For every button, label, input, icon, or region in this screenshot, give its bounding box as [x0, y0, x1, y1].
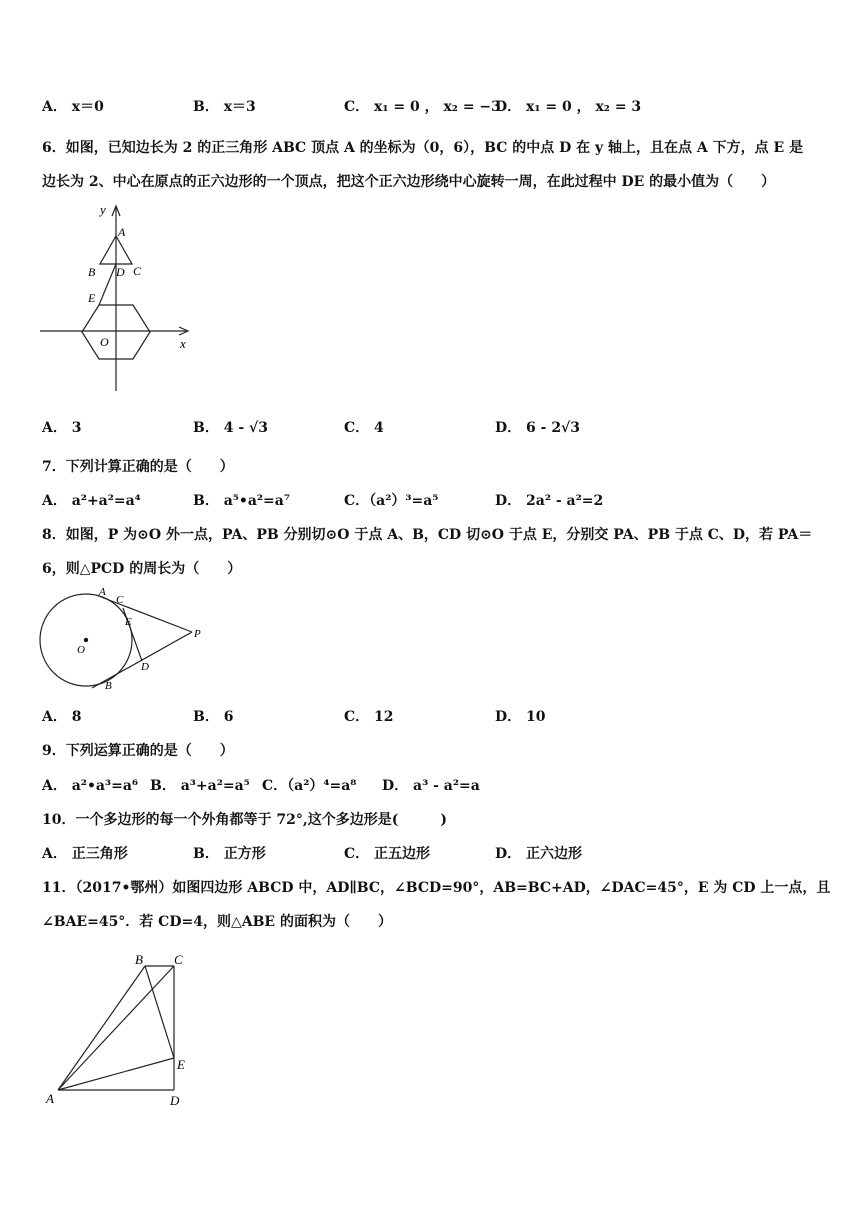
q8-option-d: D． 10 — [495, 709, 546, 725]
q10-option-a: A． 正三角形 — [42, 846, 128, 862]
q11-label-e: E — [177, 1057, 185, 1072]
q6-figure — [36, 196, 206, 396]
q11-diagonal-ac — [58, 966, 174, 1090]
q9-stem: 9．下列运算正确的是（ ） — [42, 743, 234, 759]
q6-label-a: A — [118, 225, 126, 239]
q7-option-d: D． 2a² - a²=2 — [495, 493, 604, 509]
q6-label-y: y — [100, 202, 106, 217]
q10-option-d: D． 正六边形 — [495, 846, 583, 862]
q5-option-c: C． x₁ = 0 ， x₂ = −3 — [344, 99, 501, 115]
q11-label-b: B — [135, 952, 143, 967]
q6-label-d: D — [116, 265, 125, 279]
q8-stem-line1: 8．如图，P 为⊙O 外一点，PA、PB 分别切⊙O 于点 A、B，CD 切⊙O 于点 E，分别交 PA、PB 于点 C、D，若 PA＝ — [42, 527, 813, 543]
q8-label-p: P — [194, 628, 201, 640]
q7-option-b: B． a⁵•a²=a⁷ — [193, 493, 290, 509]
q5-option-a: A． x＝0 — [42, 99, 104, 115]
q8-label-a: A — [99, 586, 106, 598]
q8-option-a: A． 8 — [42, 709, 82, 725]
q6-segment-de — [99, 264, 116, 305]
q5-option-b: B． x＝3 — [193, 99, 256, 115]
q6-option-b: B． 4 - √3 — [193, 420, 268, 436]
q6-label-c: C — [133, 264, 142, 278]
q9-option-c: C．（a²）⁴=a⁸ — [262, 778, 357, 794]
q6-label-o: O — [100, 335, 109, 349]
q11-label-d: D — [170, 1093, 180, 1108]
q11-label-c: C — [174, 952, 183, 967]
q8-label-o: O — [77, 644, 85, 656]
q8-figure — [36, 582, 216, 700]
q8-label-c: C — [116, 594, 124, 606]
q11-side-ab — [58, 966, 145, 1090]
q11-segment-be — [145, 966, 174, 1058]
q11-stem-line1: 11．（2017•鄂州）如图四边形 ABCD 中，AD∥BC，∠BCD=90°，AB=BC+AD，∠DAC=45°，E 为 CD 上一点，且 — [42, 880, 831, 896]
q8-tangent-pa — [96, 595, 192, 632]
q11-figure — [40, 948, 200, 1110]
q6-label-x: x — [180, 336, 186, 351]
q10-option-c: C． 正五边形 — [344, 846, 431, 862]
q8-label-b: B — [105, 680, 112, 692]
q6-option-a: A． 3 — [42, 420, 82, 436]
q6-label-b: B — [88, 265, 96, 279]
q7-option-a: A． a²+a²=a⁴ — [42, 493, 141, 509]
q11-label-a: A — [46, 1091, 54, 1106]
q8-option-c: C． 12 — [344, 709, 394, 725]
q7-stem: 7．下列计算正确的是（ ） — [42, 459, 234, 475]
q6-stem-line1: 6．如图，已知边长为 2 的正三角形 ABC 顶点 A 的坐标为（0，6），BC 的中点 D 在 y 轴上，且在点 A 下方，点 E 是 — [42, 140, 804, 156]
q9-option-a: A． a²•a³=a⁶ — [42, 778, 139, 794]
q6-label-e: E — [88, 291, 96, 305]
q8-stem-line2: 6，则△PCD 的周长为（ ） — [42, 561, 242, 577]
q6-option-c: C． 4 — [344, 420, 384, 436]
q8-label-d: D — [141, 661, 149, 673]
q9-option-d: D． a³ - a²=a — [382, 778, 480, 794]
q10-option-b: B． 正方形 — [193, 846, 266, 862]
q8-center-dot — [84, 638, 88, 642]
q11-stem-line2: ∠BAE=45°．若 CD=4，则△ABE 的面积为（ ） — [42, 914, 392, 930]
q6-option-d: D． 6 - 2√3 — [495, 420, 580, 436]
q9-option-b: B． a³+a²=a⁵ — [150, 778, 250, 794]
q8-label-e: E — [125, 616, 132, 628]
q6-stem-line2: 边长为 2、中心在原点的正六边形的一个顶点，把这个正六边形绕中心旋转一周，在此过程中 DE 的最小值为（ ） — [42, 174, 776, 190]
q11-segment-ae — [58, 1058, 174, 1090]
q10-stem: 10．一个多边形的每一个外角都等于 72°,这个多边形是( ) — [42, 812, 447, 828]
q8-option-b: B． 6 — [193, 709, 234, 725]
q5-option-d: D． x₁ = 0 ， x₂ = 3 — [495, 99, 642, 115]
q7-option-c: C．（a²）³=a⁵ — [344, 493, 439, 509]
